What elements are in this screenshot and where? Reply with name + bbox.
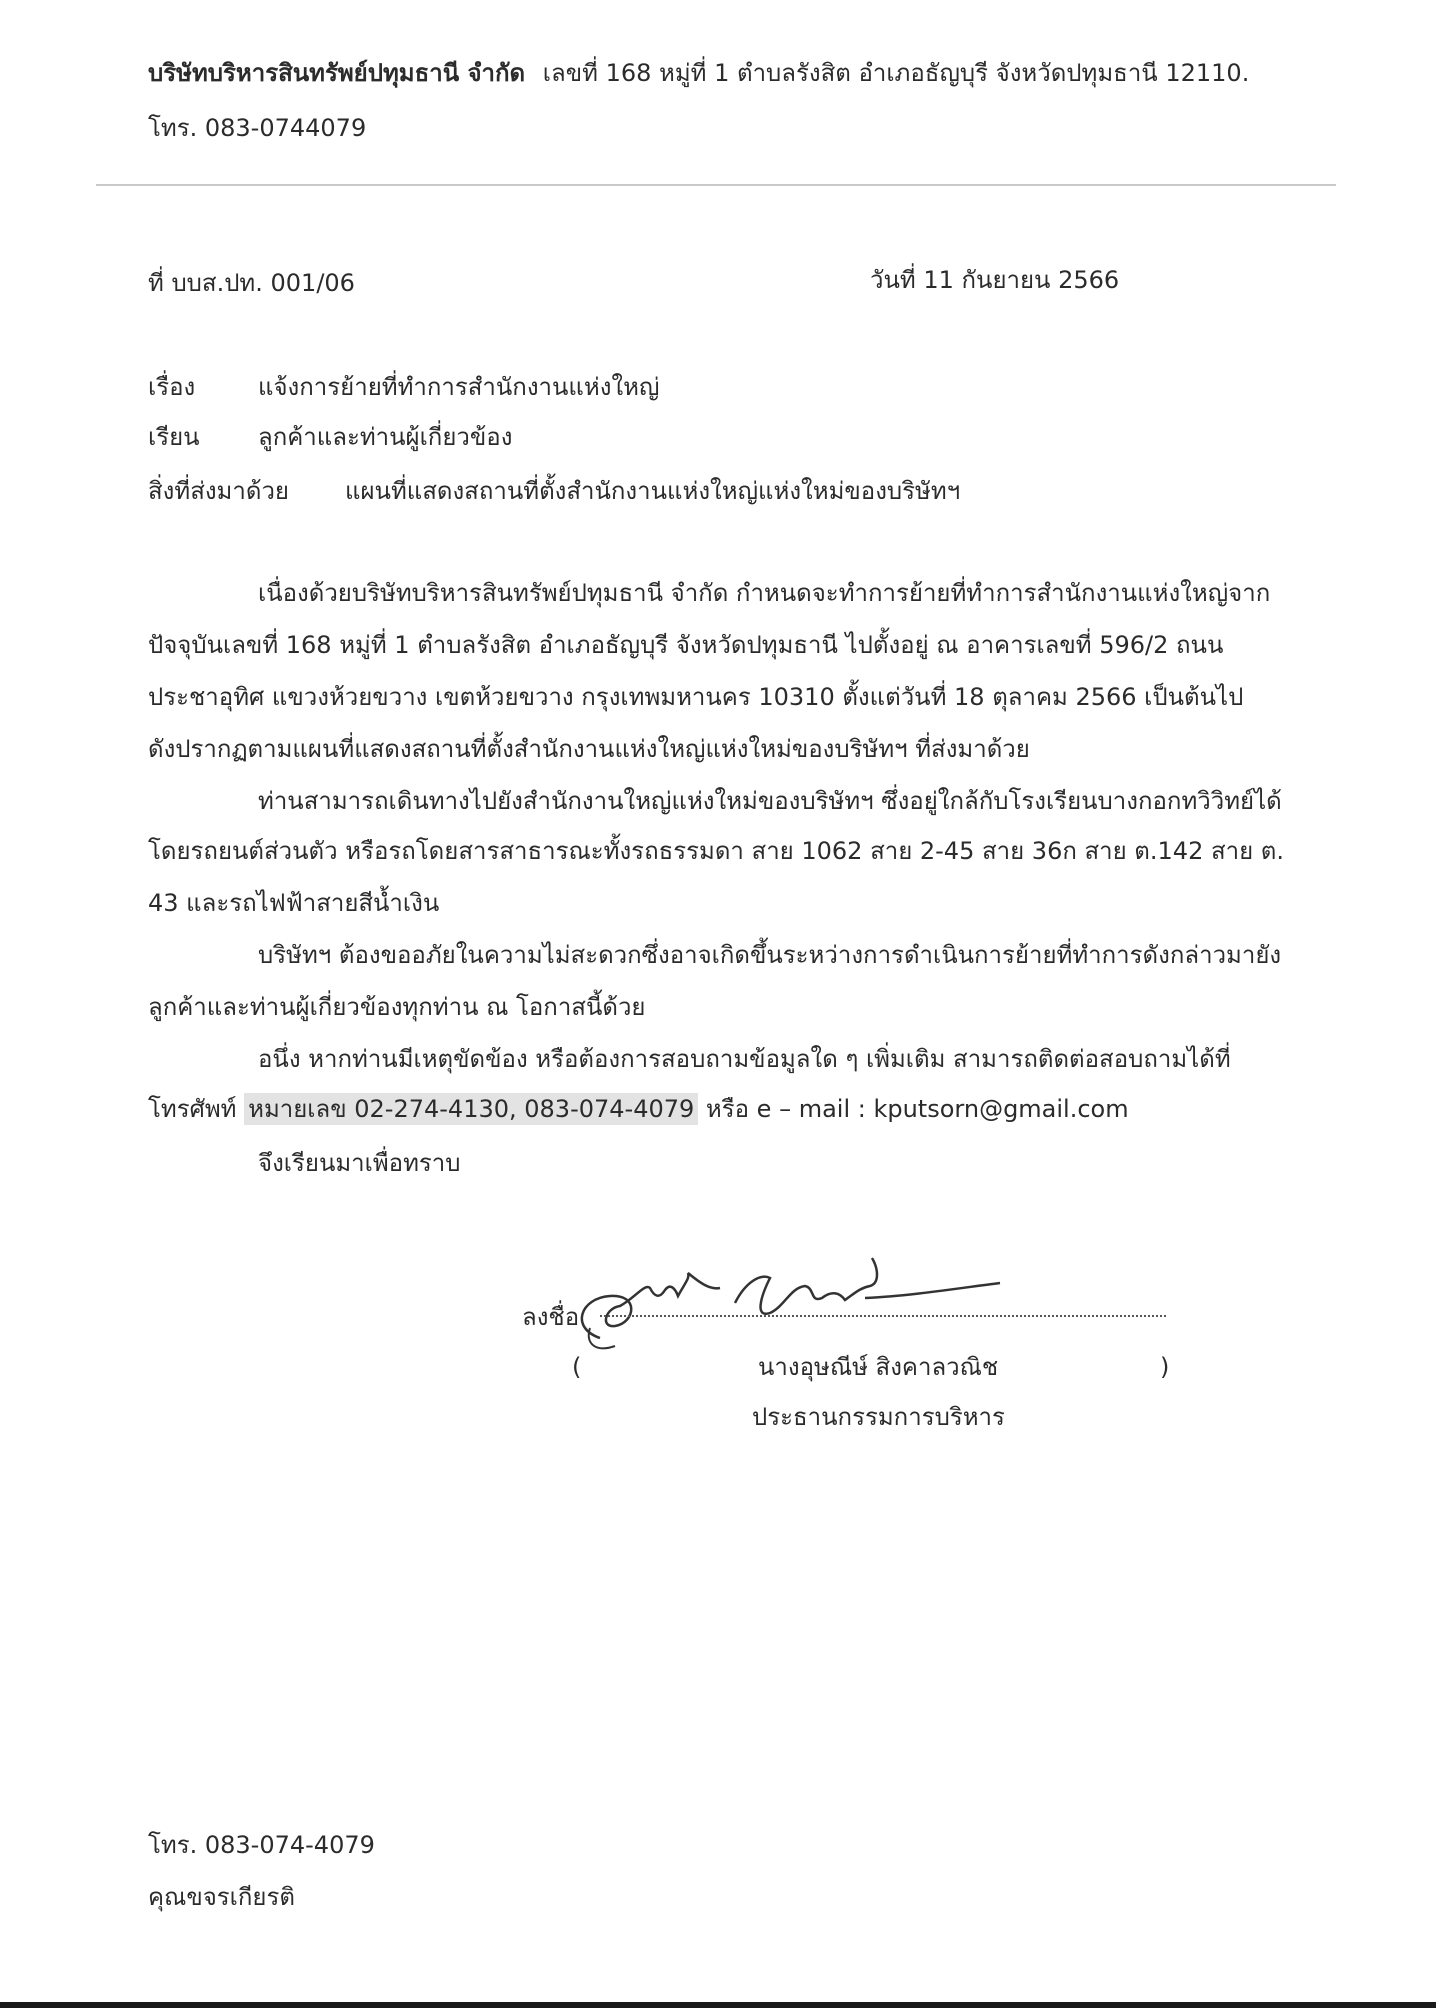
letterhead-phone: โทร. 083-0744079 <box>148 114 367 142</box>
letterhead-line <box>148 56 1249 90</box>
body-p3-line1: บริษัทฯ ต้องขออภัยในความไม่สะดวกซึ่งอาจเกิดขึ้นระหว่างการดำเนินการย้ายที่ทำการดังกล่าวมายัง <box>258 941 1282 969</box>
scan-bottom-edge <box>0 2002 1436 2008</box>
sign-label: ลงชื่อ <box>522 1303 580 1331</box>
signer-title: ประธานกรรมการบริหาร <box>752 1403 1005 1431</box>
name-paren-close: ) <box>1160 1353 1170 1381</box>
body-p2-line1: ท่านสามารถเดินทางไปยังสำนักงานใหญ่แห่งใหม่ของบริษัทฯ ซึ่งอยู่ใกล้กับโรงเรียนบางกอกทวิวิทย์ได้ <box>258 787 1282 815</box>
company-name: บริษัทบริหารสินทรัพย์ปทุมธานี จำกัด <box>148 59 526 87</box>
company-address: เลขที่ 168 หมู่ที่ 1 ตำบลรังสิต อำเภอธัญบุรี จังหวัดปทุมธานี 12110. <box>542 59 1250 87</box>
phone-prefix: โทรศัพท์ <box>148 1095 237 1123</box>
signer-name: นางอุษณีษ์ สิงคาลวณิช <box>758 1353 999 1381</box>
subject-text: แจ้งการย้ายที่ทำการสำนักงานแห่งใหญ่ <box>258 373 660 401</box>
body-p4-line1: อนึ่ง หากท่านมีเหตุขัดข้อง หรือต้องการสอบถามข้อมูลใด ๆ เพิ่มเติม สามารถติดต่อสอบถามได้ที่ <box>258 1045 1231 1073</box>
letterhead-divider <box>96 184 1336 186</box>
handwritten-signature <box>560 1228 1020 1358</box>
body-p2-line3: 43 และรถไฟฟ้าสายสีน้ำเงิน <box>148 889 440 917</box>
name-paren-open: ( <box>572 1353 582 1381</box>
to-text: ลูกค้าและท่านผู้เกี่ยวข้อง <box>258 423 513 451</box>
email-text: หรือ e – mail : kputsorn@gmail.com <box>705 1095 1129 1123</box>
closing-text: จึงเรียนมาเพื่อทราบ <box>258 1149 461 1177</box>
footer-phone: โทร. 083-074-4079 <box>148 1831 375 1859</box>
enclosure-text: แผนที่แสดงสถานที่ตั้งสำนักงานแห่งใหญ่แห่งใหม่ของบริษัทฯ <box>345 477 961 505</box>
body-p1-line4: ดังปรากฏตามแผนที่แสดงสถานที่ตั้งสำนักงานแห่งใหญ่แห่งใหม่ของบริษัทฯ ที่ส่งมาด้วย <box>148 735 1030 763</box>
reference-number: ที่ บบส.ปท. 001/06 <box>148 269 355 297</box>
footer-contact: คุณขจรเกียรติ <box>148 1883 295 1911</box>
body-p1-line1: เนื่องด้วยบริษัทบริหารสินทรัพย์ปทุมธานี จำกัด กำหนดจะทำการย้ายที่ทำการสำนักงานแห่งใหญ่จาก <box>258 579 1271 607</box>
body-p3-line2: ลูกค้าและท่านผู้เกี่ยวข้องทุกท่าน ณ โอกาสนี้ด้วย <box>148 993 646 1021</box>
body-p2-line2: โดยรถยนต์ส่วนตัว หรือรถโดยสารสาธารณะทั้งรถธรรมดา สาย 1062 สาย 2-45 สาย 36ก สาย ต.142 สาย ต. <box>148 837 1284 865</box>
signature-dotted-line <box>600 1315 1166 1317</box>
phone-numbers-highlight: หมายเลข 02-274-4130, 083-074-4079 <box>244 1093 698 1125</box>
enclosure-label: สิ่งที่ส่งมาด้วย <box>148 477 289 505</box>
body-p1-line2: ปัจจุบันเลขที่ 168 หมู่ที่ 1 ตำบลรังสิต อำเภอธัญบุรี จังหวัดปทุมธานี ไปตั้งอยู่ ณ อาคารเลขที่ 596/2 ถนน <box>148 631 1224 659</box>
body-p4-line2 <box>148 1092 1129 1126</box>
body-p1-line3: ประชาอุทิศ แขวงห้วยขวาง เขตห้วยขวาง กรุงเทพมหานคร 10310 ตั้งแต่วันที่ 18 ตุลาคม 2566 เป็นต้นไป <box>148 683 1244 711</box>
letter-date: วันที่ 11 กันยายน 2566 <box>870 266 1120 294</box>
to-label: เรียน <box>148 423 200 451</box>
subject-label: เรื่อง <box>148 373 196 401</box>
